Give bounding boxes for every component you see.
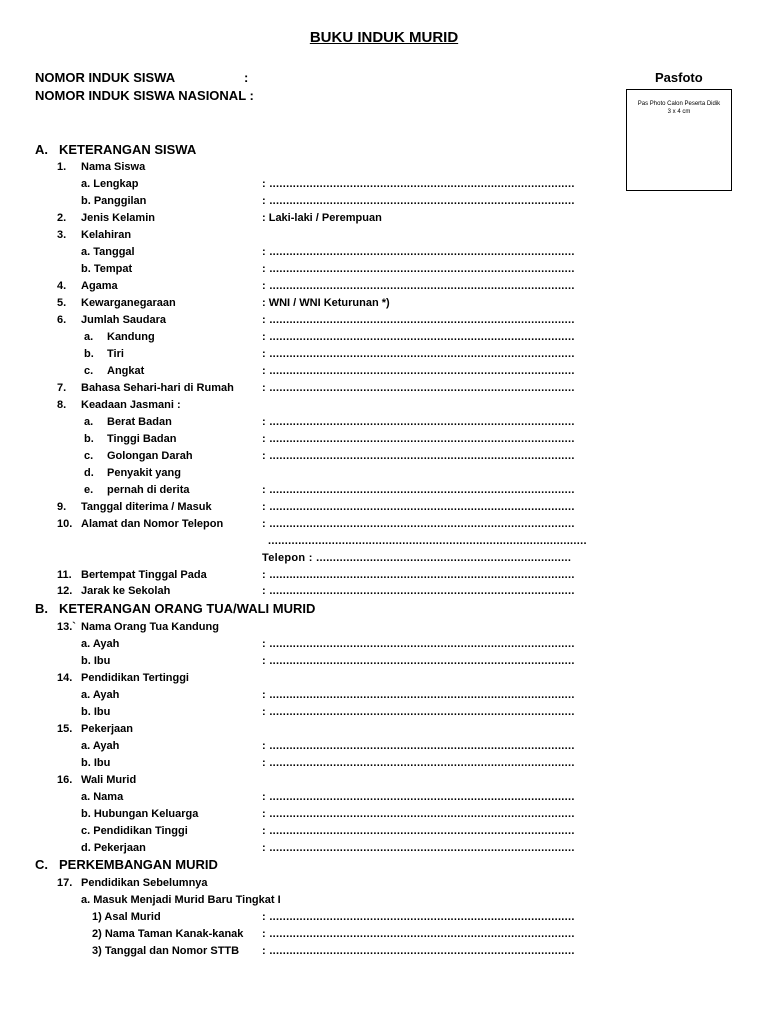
field-kandung[interactable]: : ...........................................................................................	[262, 331, 575, 343]
field-angkat[interactable]: : ...........................................................................................	[262, 365, 575, 377]
field-ortu-ayah[interactable]: : ...........................................................................................	[262, 638, 575, 650]
label-nama-ortu: Nama Orang Tua Kandung	[81, 621, 219, 633]
field-alamat[interactable]: : ...........................................................................................	[262, 518, 575, 530]
field-pekerjaan-ibu[interactable]: : ...........................................................................................	[262, 757, 575, 769]
sub-letter: c.	[84, 365, 94, 377]
item-number: 12.	[57, 585, 73, 597]
label-alamat: Alamat dan Nomor Telepon	[81, 518, 224, 530]
section-c-title: PERKEMBANGAN MURID	[59, 857, 218, 872]
item-number: 11.	[57, 569, 72, 581]
item-number: 3.	[57, 229, 67, 241]
page-title: BUKU INDUK MURID	[309, 29, 459, 46]
sub-letter: e.	[84, 484, 94, 496]
field-wali-nama[interactable]: : ...........................................................................................	[262, 791, 575, 803]
photo-box	[626, 89, 732, 191]
label-panggilan: b. Panggilan	[81, 195, 147, 207]
field-pendidikan-ayah[interactable]: : ...........................................................................................	[262, 689, 575, 701]
section-b-title: KETERANGAN ORANG TUA/WALI MURID	[59, 601, 316, 616]
field-tinggi-badan[interactable]: : ...........................................................................................	[262, 433, 575, 445]
label-kelahiran: Kelahiran	[81, 229, 132, 241]
label-wali-murid: Wali Murid	[81, 774, 137, 786]
item-number: 8.	[57, 399, 67, 411]
sub-letter: b.	[84, 348, 94, 360]
item-number: 15.	[57, 723, 73, 735]
photo-caption-line-2: 3 x 4 cm	[667, 109, 691, 115]
nis-colon: :	[244, 70, 249, 85]
sub-letter: a.	[84, 331, 94, 343]
field-taman-kanak[interactable]: : ...........................................................................................	[262, 928, 575, 940]
section-a-heading	[35, 142, 196, 157]
field-tempat-lahir[interactable]: : ...........................................................................................	[262, 263, 575, 275]
label-wali-pekerjaan: d. Pekerjaan	[81, 842, 146, 854]
field-ortu-ibu[interactable]: : ...........................................................................................	[262, 655, 575, 667]
section-b-heading	[35, 601, 315, 616]
section-c-heading	[35, 857, 218, 872]
label-jumlah-saudara: Jumlah Saudara	[81, 314, 166, 326]
label-pendidikan-ayah: a. Ayah	[81, 689, 120, 701]
field-wali-pekerjaan[interactable]: : ...........................................................................................	[262, 842, 575, 854]
label-wali-nama: a. Nama	[81, 791, 124, 803]
field-asal-murid[interactable]: : ...........................................................................................	[262, 911, 575, 923]
section-b-letter: B.	[35, 601, 48, 616]
photo-caption	[627, 100, 731, 116]
label-tinggi-badan: Tinggi Badan	[107, 433, 177, 445]
label-pekerjaan-ibu: b. Ibu	[81, 757, 111, 769]
label-pendidikan-ibu: b. Ibu	[81, 706, 111, 718]
label-nama-siswa: Nama Siswa	[81, 161, 146, 173]
label-pendidikan-sebelumnya: Pendidikan Sebelumnya	[81, 877, 208, 889]
field-agama[interactable]: : ...........................................................................................	[262, 280, 575, 292]
item-number: 5.	[57, 297, 67, 309]
section-a-title: KETERANGAN SISWA	[59, 142, 197, 157]
field-sttb[interactable]: : ...........................................................................................	[262, 945, 575, 957]
pasfoto-label: Pasfoto	[655, 70, 703, 85]
label-pekerjaan: Pekerjaan	[81, 723, 133, 735]
label-kandung: Kandung	[107, 331, 155, 343]
label-wali-pendidikan: c. Pendidikan Tinggi	[81, 825, 188, 837]
item-number: 6.	[57, 314, 67, 326]
label-bertempat-tinggal: Bertempat Tinggal Pada	[81, 569, 207, 581]
label-kewarganegaraan: Kewarganegaraan	[81, 297, 176, 309]
field-golongan-darah[interactable]: : ...........................................................................................	[262, 450, 575, 462]
field-lengkap[interactable]: : ...........................................................................................	[262, 178, 575, 190]
label-ortu-ayah: a. Ayah	[81, 638, 120, 650]
sub-letter: a.	[84, 416, 94, 428]
section-a-letter: A.	[35, 142, 48, 157]
label-tanggal-diterima: Tanggal diterima / Masuk	[81, 501, 212, 513]
item-number: 10.	[57, 518, 73, 530]
item-number: 2.	[57, 212, 67, 224]
label-berat-badan: Berat Badan	[107, 416, 172, 428]
label-golongan-darah: Golongan Darah	[107, 450, 193, 462]
field-panggilan[interactable]: : ...........................................................................................	[262, 195, 575, 207]
item-number: 4.	[57, 280, 67, 292]
field-wali-pendidikan[interactable]: : ...........................................................................................	[262, 825, 575, 837]
field-jumlah-saudara[interactable]: : ...........................................................................................	[262, 314, 575, 326]
label-keadaan-jasmani: Keadaan Jasmani :	[81, 399, 181, 411]
label-penyakit: Penyakit yang	[107, 467, 181, 479]
label-tiri: Tiri	[107, 348, 124, 360]
field-wali-hubungan[interactable]: : ...........................................................................................	[262, 808, 575, 820]
label-bahasa: Bahasa Sehari-hari di Rumah	[81, 382, 234, 394]
sub-letter: b.	[84, 433, 94, 445]
item-number: 13.`	[57, 621, 76, 633]
field-tanggal-diterima[interactable]: : ...........................................................................................	[262, 501, 575, 513]
label-angkat: Angkat	[107, 365, 145, 377]
field-tanggal-lahir[interactable]: : ...........................................................................................	[262, 246, 575, 258]
label-pernah-diderita: pernah di derita	[107, 484, 190, 496]
photo-caption-line-1: Pas Photo Calon Peserta Didik	[637, 101, 721, 107]
field-pendidikan-ibu[interactable]: : ...........................................................................................	[262, 706, 575, 718]
item-number: 1.	[57, 161, 67, 173]
value-kewarganegaraan[interactable]: : WNI / WNI Keturunan *)	[262, 297, 390, 309]
label-lengkap: a. Lengkap	[81, 178, 139, 190]
label-agama: Agama	[81, 280, 118, 292]
field-berat-badan[interactable]: : ...........................................................................................	[262, 416, 575, 428]
sub-letter: c.	[84, 450, 94, 462]
nis-label: NOMOR INDUK SISWA	[35, 70, 176, 85]
item-number: 14.	[57, 672, 73, 684]
nisn-label: NOMOR INDUK SISWA NASIONAL :	[35, 88, 254, 103]
item-number: 17.	[57, 877, 73, 889]
field-bertempat-tinggal[interactable]: : ...........................................................................................	[262, 569, 575, 581]
item-number: 7.	[57, 382, 67, 394]
field-jarak[interactable]: : ...........................................................................................	[262, 585, 575, 597]
value-jenis-kelamin[interactable]: : Laki-laki / Perempuan	[262, 212, 382, 224]
field-tiri[interactable]: : ...........................................................................................	[262, 348, 575, 360]
label-tempat-lahir: b. Tempat	[81, 263, 133, 275]
label-asal-murid: 1) Asal Murid	[92, 911, 161, 923]
label-tanggal-lahir: a. Tanggal	[81, 246, 135, 258]
label-sttb: 3) Tanggal dan Nomor STTB	[92, 945, 240, 957]
field-pekerjaan-ayah[interactable]: : ...........................................................................................	[262, 740, 575, 752]
label-masuk-murid-baru: a. Masuk Menjadi Murid Baru Tingkat I	[81, 894, 281, 906]
item-number: 9.	[57, 501, 67, 513]
field-penyakit[interactable]: : ...........................................................................................	[262, 484, 575, 496]
label-pekerjaan-ayah: a. Ayah	[81, 740, 120, 752]
label-ortu-ibu: b. Ibu	[81, 655, 111, 667]
sub-letter: d.	[84, 467, 94, 479]
field-bahasa[interactable]: : ...........................................................................................	[262, 382, 575, 394]
item-number: 16.	[57, 774, 73, 786]
label-jenis-kelamin: Jenis Kelamin	[81, 212, 155, 224]
field-telepon[interactable]: Telepon : ............................................................................	[262, 552, 572, 564]
label-taman-kanak: 2) Nama Taman Kanak-kanak	[92, 928, 244, 940]
label-jarak: Jarak ke Sekolah	[81, 585, 171, 597]
section-c-letter: C.	[35, 857, 48, 872]
label-pendidikan-tertinggi: Pendidikan Tertinggi	[81, 672, 189, 684]
field-alamat-line-2[interactable]: ...............................................................................................	[268, 535, 587, 547]
label-wali-hubungan: b. Hubungan Keluarga	[81, 808, 199, 820]
